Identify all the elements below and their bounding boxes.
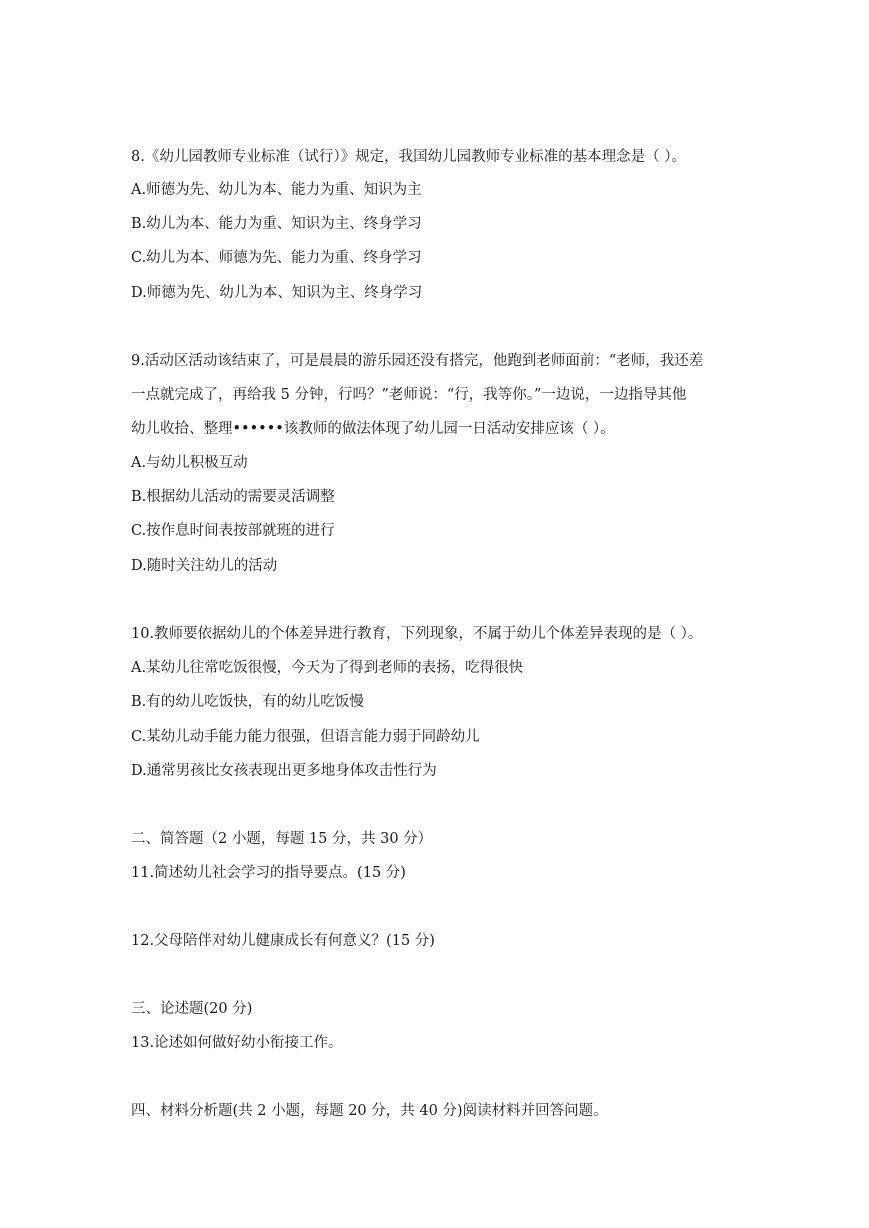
question-9-stem-line-1: 9.活动区活动该结束了，可是晨晨的游乐园还没有搭完，他跑到老师面前：“老师，我还差	[131, 353, 704, 369]
section-2-heading: 二、简答题（2 小题，每题 15 分，共 30 分）	[131, 831, 433, 847]
question-11: 11.简述幼儿社会学习的指导要点。(15 分)	[131, 865, 406, 881]
question-10-option-a: A.某幼儿往常吃饭很慢，今天为了得到老师的表扬，吃得很快	[131, 660, 524, 676]
question-9-option-d: D.随时关注幼儿的活动	[131, 558, 278, 574]
question-8-option-c: C.幼儿为本、师德为先、能力为重、终身学习	[131, 250, 422, 266]
question-10-stem: 10.教师要依据幼儿的个体差异进行教育，下列现象，不属于幼儿个体差异表现的是（ ）。	[131, 626, 703, 642]
question-10-option-b: B.有的幼儿吃饭快，有的幼儿吃饭慢	[131, 694, 364, 710]
question-9-option-c: C.按作息时间表按部就班的进行	[131, 523, 335, 539]
question-8-option-b: B.幼儿为本、能力为重、知识为主、终身学习	[131, 216, 422, 232]
question-9-option-b: B.根据幼儿活动的需要灵活调整	[131, 489, 335, 505]
question-10-option-c: C.某幼儿动手能力能力很强，但语言能力弱于同龄幼儿	[131, 729, 480, 745]
section-4-heading: 四、材料分析题(共 2 小题，每题 20 分，共 40 分)阅读材料并回答问题。	[131, 1103, 608, 1119]
question-8-option-d: D.师德为先、幼儿为本、知识为主、终身学习	[131, 285, 423, 301]
question-12: 12.父母陪伴对幼儿健康成长有何意义？(15 分)	[131, 933, 435, 949]
question-9-stem-line-2: 一点就完成了，再给我 5 分钟，行吗？”老师说：“行，我等你。”一边说，一边指导其他	[131, 387, 687, 403]
question-10-option-d: D.通常男孩比女孩表现出更多地身体攻击性行为	[131, 763, 437, 779]
question-13: 13.论述如何做好幼小衔接工作。	[131, 1035, 343, 1051]
question-8-option-a: A.师德为先、幼儿为本、能力为重、知识为主	[131, 182, 422, 198]
question-9-stem-line-3: 幼儿收拾、整理••••••该教师的做法体现了幼儿园一日活动安排应该（ ）。	[131, 421, 615, 437]
question-8-stem: 8.《幼儿园教师专业标准（试行）》规定，我国幼儿园教师专业标准的基本理念是（ ）。	[131, 149, 686, 165]
question-9-option-a: A.与幼儿积极互动	[131, 455, 248, 471]
section-3-heading: 三、论述题(20 分)	[131, 1001, 253, 1017]
